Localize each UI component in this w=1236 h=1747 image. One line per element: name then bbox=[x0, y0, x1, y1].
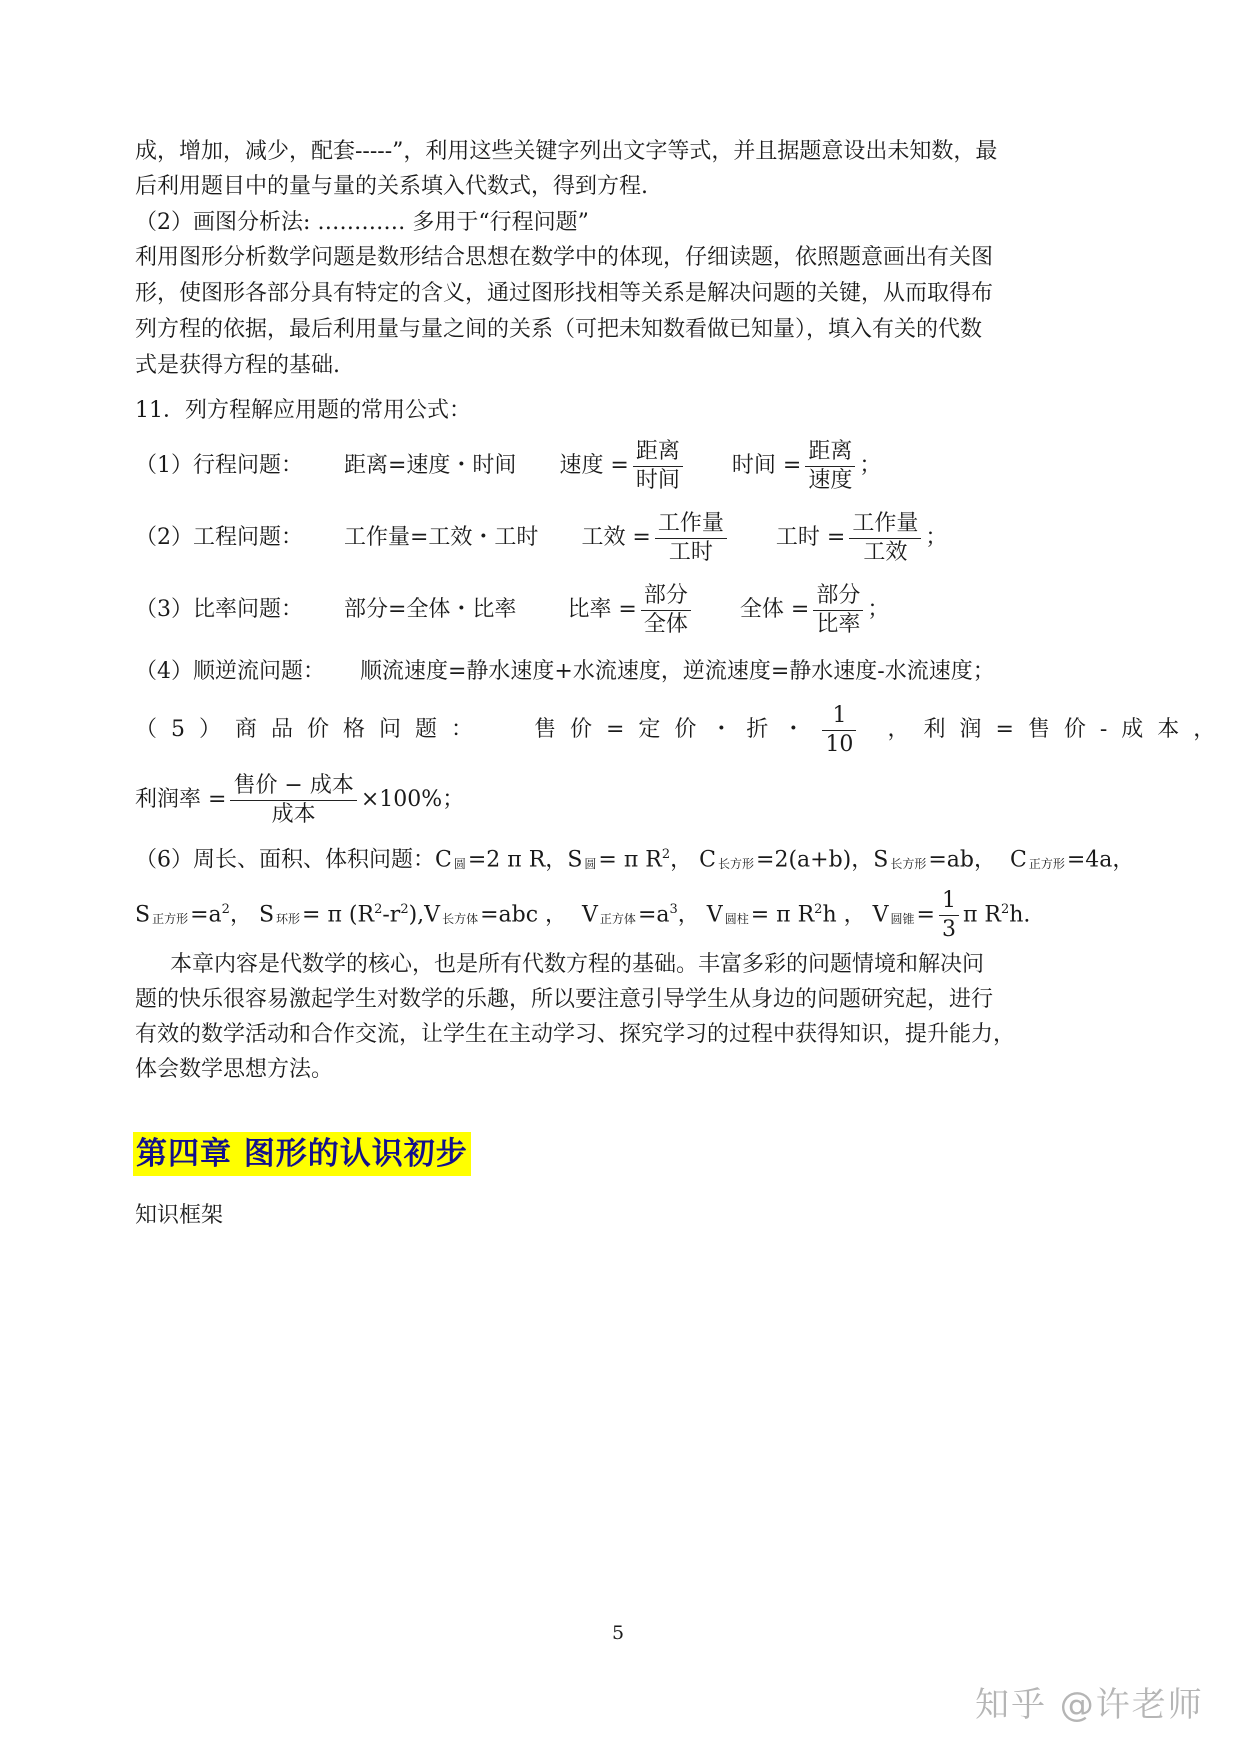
summary-line: 有效的数学活动和合作交流，让学生在主动学习、探究学习的过程中获得知识，提升能力， bbox=[135, 1022, 1016, 1047]
fraction: $\frac{\text{部分}}{\text{全体}}$ bbox=[641, 582, 691, 639]
formula-label: （5）商品价格问题： bbox=[135, 717, 487, 742]
fraction: $\frac{\text{售价 − 成本}}{\text{成本}}$ bbox=[230, 772, 356, 829]
formula-geometry-cont: S正方形$=a^2$， S 环形= π $(R^2-r^2),V$ 长方体=abc ， V 正方体$=a^3$， V 圆柱= π $R^2h$ ， V 圆锥= $\frac{1}{3}$ π $R^2h$. bbox=[135, 887, 1031, 942]
fraction: $\frac{1}{10}$ bbox=[822, 702, 856, 759]
paragraph-line: 利用图形分析数学问题是数形结合思想在数学中的体现，仔细读题，依照题意画出有关图 bbox=[135, 245, 994, 270]
formula-label: （4）顺逆流问题： bbox=[135, 659, 325, 684]
formula-main: 售价=定价・折・ bbox=[534, 717, 819, 742]
formula-profit: ，利润=售价-成本， bbox=[887, 717, 1230, 742]
formula-lhs: 工效 = bbox=[581, 525, 651, 550]
formula-engineering: （2）工程问题： 工作量=工效・工时 工效 = $\frac{\text{工作量}}{\text{工时}}$ 工时 = $\frac{\text{工作量}}{\text{工效}}$ ； bbox=[135, 510, 948, 565]
formula-ratio: （3）比率问题： 部分=全体・比率 比率 = $\frac{\text{部分}}{\text{全体}}$ 全体 = $\frac{\text{部分}}{\text{比率}}$ ； bbox=[135, 582, 890, 637]
fraction: $\frac{\text{部分}}{\text{比率}}$ bbox=[813, 582, 863, 639]
formula-profit-rate bbox=[135, 770, 464, 830]
watermark: 知乎 @许老师 bbox=[975, 1685, 1204, 1725]
paragraph-line: 形，使图形各部分具有特定的含义，通过图形找相等关系是解决问题的关键，从而取得布 bbox=[135, 281, 994, 306]
formula-lhs: 利润率 = bbox=[135, 787, 227, 812]
formula-label: （1）行程问题： bbox=[135, 453, 303, 478]
formula-tail: ×100%； bbox=[360, 787, 465, 812]
chapter-heading: 第四章 图形的认识初步 bbox=[133, 1132, 471, 1176]
formula-lhs: 工时 = bbox=[775, 525, 846, 550]
chapter-subheading: 知识框架 bbox=[135, 1203, 224, 1228]
page-number: 5 bbox=[612, 1622, 625, 1644]
formula-lhs: 时间 = bbox=[731, 453, 802, 478]
formula-lhs: 全体 = bbox=[739, 597, 810, 622]
summary-line: 本章内容是代数学的核心，也是所有代数方程的基础。丰富多彩的问题情境和解决问 bbox=[170, 952, 985, 977]
formula-lhs: 比率 = bbox=[567, 597, 637, 622]
paragraph-line: 列方程的依据，最后利用量与量之间的关系（可把未知数看做已知量），填入有关的代数 bbox=[135, 317, 983, 342]
formula-main: 工作量=工效・工时 bbox=[344, 525, 539, 550]
summary-line: 题的快乐很容易激起学生对数学的乐趣，所以要注意引导学生从身边的问题研究起，进行 bbox=[135, 987, 994, 1012]
formula-price bbox=[135, 700, 1229, 760]
paragraph-line: 后利用题目中的量与量的关系填入代数式，得到方程. bbox=[135, 174, 648, 199]
fraction: $\frac{\text{距离}}{\text{速度}}$ bbox=[805, 438, 855, 495]
formula-travel: （1）行程问题： 距离=速度・时间 速度 = $\frac{\text{距离}}{\text{时间}}$ 时间 = $\frac{\text{距离}}{\text{速度}}$ ； bbox=[135, 438, 882, 493]
fraction: $\frac{1}{3}$ bbox=[939, 887, 959, 944]
formula-label: （6）周长、面积、体积问题： bbox=[135, 847, 435, 873]
summary-line: 体会数学思想方法。 bbox=[135, 1057, 334, 1082]
fraction: $\frac{\text{工作量}}{\text{工时}}$ bbox=[655, 510, 727, 567]
formula-label: （3）比率问题： bbox=[135, 597, 303, 622]
fraction: $\frac{\text{距离}}{\text{时间}}$ bbox=[633, 438, 683, 495]
formula-stream bbox=[135, 657, 995, 687]
paragraph-line: 式是获得方程的基础. bbox=[135, 353, 340, 378]
formula-lhs: 速度 = bbox=[559, 453, 629, 478]
formula-main: 部分=全体・比率 bbox=[344, 597, 517, 622]
formula-main: 距离=速度・时间 bbox=[344, 453, 517, 478]
paragraph-line: 成，增加，减少，配套-----”，利用这些关键字列出文字等式，并且据题意设出未知数，最 bbox=[135, 139, 998, 164]
formula-geometry: （6）周长、面积、体积问题：C 圆=2 π R，S 圆= π $R^2$， C 长方形=2(a+b)，S 长方形=ab， C 正方形=4a， bbox=[135, 847, 1135, 873]
fraction: $\frac{\text{工作量}}{\text{工效}}$ bbox=[849, 510, 921, 567]
formula-main: 顺流速度=静水速度+水流速度，逆流速度=静水速度-水流速度； bbox=[360, 659, 995, 684]
formula-label: （2）工程问题： bbox=[135, 525, 303, 550]
section-title: 11．列方程解应用题的常用公式： bbox=[135, 398, 471, 423]
method2-title: （2）画图分析法: ………… 多用于“行程问题” bbox=[135, 210, 589, 235]
